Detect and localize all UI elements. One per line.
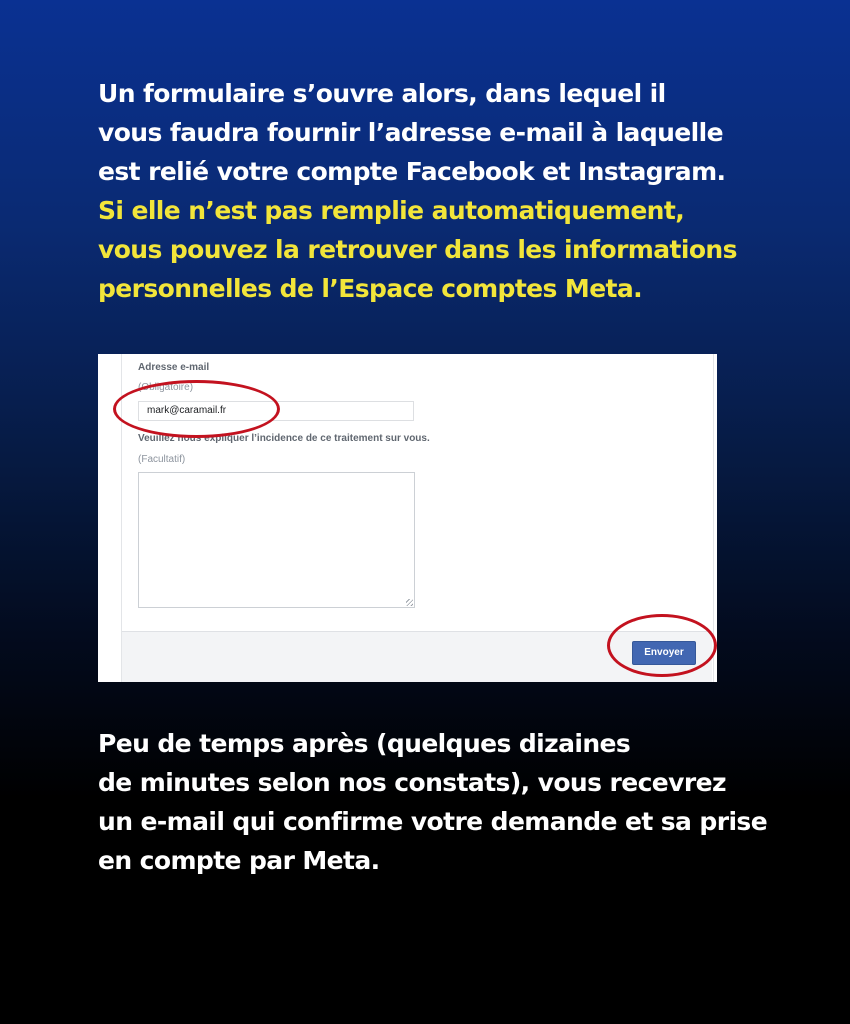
email-required-note: (Obligatoire) [138, 382, 194, 393]
intro-line: est relié votre compte Facebook et Instagram. [98, 157, 726, 186]
email-label: Adresse e-mail [138, 362, 210, 373]
email-highlight-ring [113, 380, 280, 438]
send-button[interactable]: Envoyer [632, 641, 696, 665]
intro-highlight-line: Si elle n’est pas remplie automatiquement, [98, 196, 685, 225]
resize-grip-icon[interactable] [406, 599, 413, 606]
form-screenshot [98, 354, 717, 682]
outro-line: un e-mail qui confirme votre demande et sa prise [98, 807, 768, 836]
intro-line: Un formulaire s’ouvre alors, dans lequel il [98, 79, 666, 108]
intro-line: vous faudra fournir l’adresse e-mail à laquelle [98, 118, 723, 147]
impact-textarea[interactable] [138, 472, 415, 608]
send-highlight-ring [607, 614, 717, 677]
email-field[interactable]: mark@caramail.fr [138, 401, 414, 421]
intro-highlight-line: vous pouvez la retrouver dans les informations [98, 235, 737, 264]
outro-line: en compte par Meta. [98, 846, 380, 875]
outro-line: Peu de temps après (quelques dizaines [98, 729, 631, 758]
intro-paragraph [98, 74, 737, 308]
impact-optional-note: (Facultatif) [138, 454, 186, 465]
outro-line: de minutes selon nos constats), vous recevrez [98, 768, 726, 797]
impact-label: Veuillez nous expliquer l’incidence de ce traitement sur vous. [138, 433, 430, 444]
intro-highlight-line: personnelles de l’Espace comptes Meta. [98, 274, 643, 303]
outro-paragraph [98, 724, 767, 880]
